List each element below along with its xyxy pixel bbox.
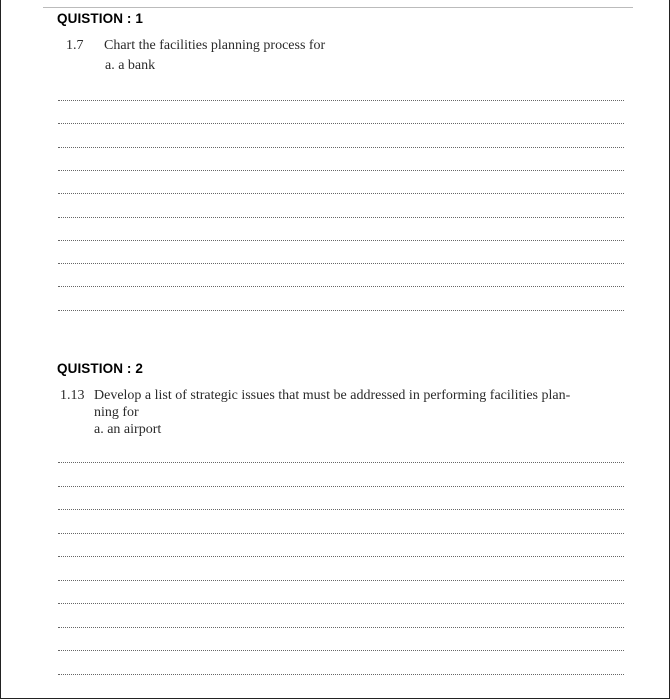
question2-answer-line — [58, 533, 624, 534]
question2-answer-line — [58, 627, 624, 628]
top-divider — [43, 7, 633, 8]
question2-subitem: a. an airport — [94, 422, 162, 437]
question2-answer-line — [58, 603, 624, 604]
question2-answer-line — [58, 486, 624, 487]
question1-answer-line — [58, 147, 624, 148]
question1-answer-line — [58, 286, 624, 287]
question1-answer-line — [58, 123, 624, 124]
question2-statement — [60, 388, 570, 404]
question1-answer-line — [58, 170, 624, 171]
question1-subitem: a. a bank — [105, 58, 156, 73]
question2-text-line2: ning for — [94, 405, 139, 420]
question1-answer-line — [58, 217, 624, 218]
question1-statement — [66, 38, 325, 54]
question1-answer-line — [58, 240, 624, 241]
question1-number: 1.7 — [66, 38, 84, 53]
question1-text: Chart the facilities planning process for — [104, 38, 326, 53]
question2-number: 1.13 — [60, 388, 85, 403]
question2-answer-line — [58, 556, 624, 557]
question1-heading: QUISTION : 1 — [57, 11, 143, 26]
question2-answer-line — [58, 674, 624, 675]
question2-answer-line — [58, 509, 624, 510]
question2-answer-line — [58, 462, 624, 463]
question1-answer-line — [58, 263, 624, 264]
question2-text-line1: Develop a list of strategic issues that must be addressed in performing facilities plan- — [94, 388, 571, 403]
question1-answer-line — [58, 310, 624, 311]
question2-heading: QUISTION : 2 — [57, 361, 143, 376]
question1-answer-line — [58, 193, 624, 194]
question2-answer-line — [58, 650, 624, 651]
question2-answer-line — [58, 580, 624, 581]
question1-answer-line — [58, 100, 624, 101]
